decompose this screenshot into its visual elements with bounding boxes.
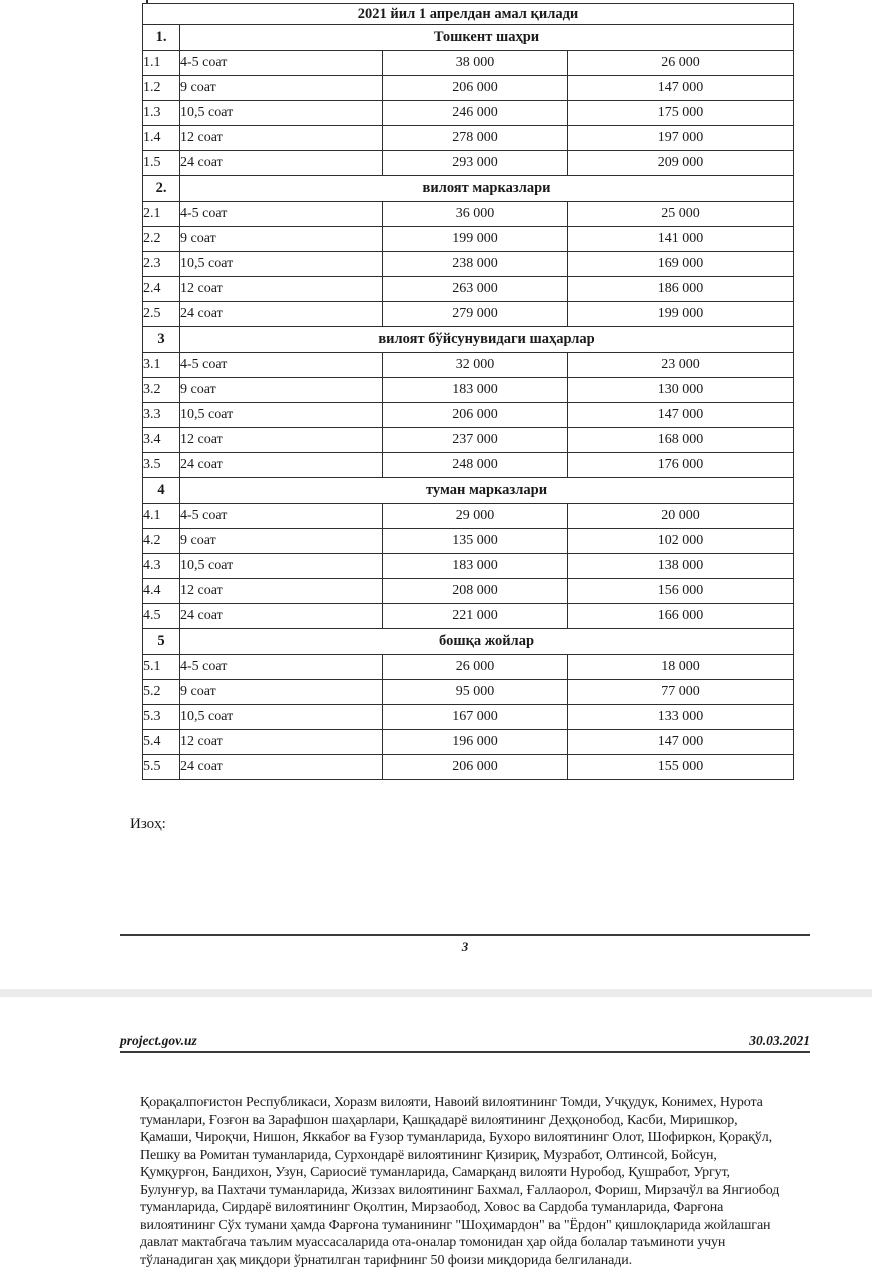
row-tariff-full: 278 000 <box>383 126 568 151</box>
row-tariff-full: 29 000 <box>383 504 568 529</box>
row-hours: 12 соат <box>180 126 383 151</box>
row-tariff-reduced: 176 000 <box>568 453 794 478</box>
row-hours: 24 соат <box>180 755 383 780</box>
row-tariff-reduced: 175 000 <box>568 101 794 126</box>
paragraph-line: Қорақалпоғистон Республикаси, Хоразм вилояти, Навоий вилоятининг Томди, Учқудук, Конимех, Нурота <box>140 1095 763 1110</box>
row-tariff-full: 167 000 <box>383 705 568 730</box>
row-tariff-full: 135 000 <box>383 529 568 554</box>
row-tariff-full: 221 000 <box>383 604 568 629</box>
row-number: 1.3 <box>143 101 180 126</box>
section-number: 2. <box>143 176 180 202</box>
row-tariff-reduced: 186 000 <box>568 277 794 302</box>
row-number: 1.4 <box>143 126 180 151</box>
row-tariff-full: 196 000 <box>383 730 568 755</box>
table-row <box>143 453 794 478</box>
row-tariff-reduced: 147 000 <box>568 76 794 101</box>
section-header-region-cities <box>143 327 794 353</box>
row-tariff-full: 279 000 <box>383 302 568 327</box>
section-header-region-centers <box>143 176 794 202</box>
paragraph-line: тўланадиган ҳақ миқдори ўрнатилган тарифнинг 50 фоизи миқдорида белгиланади. <box>140 1252 633 1268</box>
table-row <box>143 655 794 680</box>
row-tariff-full: 183 000 <box>383 378 568 403</box>
row-tariff-full: 263 000 <box>383 277 568 302</box>
row-number: 2.5 <box>143 302 180 327</box>
row-tariff-reduced: 168 000 <box>568 428 794 453</box>
row-tariff-reduced: 147 000 <box>568 730 794 755</box>
paragraph-line: Булунғур, ва Пахтачи туманларида, Жиззах вилоятининг Бахмал, Ғаллаорол, Фориш, Мирзачўл ва Янгиобод <box>140 1182 780 1198</box>
row-hours: 10,5 соат <box>180 403 383 428</box>
row-tariff-reduced: 156 000 <box>568 579 794 604</box>
paragraph-line: туманлари, Ғозғон ва Зарафшон шаҳарлари, Қашқадарё вилоятининг Деҳқонобод, Касби, Миришкор, <box>140 1112 738 1128</box>
table-row <box>143 151 794 176</box>
row-hours: 24 соат <box>180 302 383 327</box>
row-hours: 10,5 соат <box>180 554 383 579</box>
row-number: 1.1 <box>143 51 180 76</box>
row-number: 5.1 <box>143 655 180 680</box>
row-number: 2.2 <box>143 227 180 252</box>
page-number: 3 <box>461 939 469 954</box>
row-hours: 24 соат <box>180 151 383 176</box>
row-hours: 12 соат <box>180 579 383 604</box>
row-number: 5.2 <box>143 680 180 705</box>
table-row <box>143 428 794 453</box>
row-tariff-reduced: 102 000 <box>568 529 794 554</box>
row-tariff-reduced: 155 000 <box>568 755 794 780</box>
row-tariff-full: 248 000 <box>383 453 568 478</box>
row-hours: 10,5 соат <box>180 252 383 277</box>
row-number: 2.4 <box>143 277 180 302</box>
row-tariff-full: 38 000 <box>383 51 568 76</box>
table-row <box>143 403 794 428</box>
site-label: project.gov.uz <box>120 1033 197 1048</box>
row-tariff-full: 206 000 <box>383 755 568 780</box>
table-row <box>143 504 794 529</box>
row-hours: 4-5 соат <box>180 504 383 529</box>
row-tariff-full: 206 000 <box>383 76 568 101</box>
row-tariff-full: 246 000 <box>383 101 568 126</box>
row-number: 1.5 <box>143 151 180 176</box>
row-tariff-reduced: 26 000 <box>568 51 794 76</box>
row-hours: 4-5 соат <box>180 51 383 76</box>
table-row <box>143 755 794 780</box>
row-number: 3.2 <box>143 378 180 403</box>
row-hours: 4-5 соат <box>180 202 383 227</box>
page2-header-rule <box>120 1051 810 1053</box>
row-hours: 10,5 соат <box>180 705 383 730</box>
row-tariff-full: 36 000 <box>383 202 568 227</box>
row-hours: 9 соат <box>180 529 383 554</box>
row-hours: 9 соат <box>180 680 383 705</box>
row-tariff-reduced: 147 000 <box>568 403 794 428</box>
row-number: 5.4 <box>143 730 180 755</box>
row-number: 4.5 <box>143 604 180 629</box>
row-number: 4.3 <box>143 554 180 579</box>
row-hours: 24 соат <box>180 453 383 478</box>
row-hours: 9 соат <box>180 378 383 403</box>
section-number: 4 <box>143 478 180 504</box>
table-row <box>143 353 794 378</box>
row-tariff-reduced: 18 000 <box>568 655 794 680</box>
row-tariff-reduced: 169 000 <box>568 252 794 277</box>
page-separator <box>0 989 872 997</box>
table-row <box>143 126 794 151</box>
section-header-other-places <box>143 629 794 655</box>
row-hours: 4-5 соат <box>180 353 383 378</box>
table-row <box>143 202 794 227</box>
row-hours: 10,5 соат <box>180 101 383 126</box>
row-tariff-reduced: 138 000 <box>568 554 794 579</box>
note-label: Изоҳ: <box>130 816 166 832</box>
row-hours: 24 соат <box>180 604 383 629</box>
row-tariff-full: 238 000 <box>383 252 568 277</box>
table-row <box>143 51 794 76</box>
section-title: вилоят бўйсунувидаги шаҳарлар <box>180 327 794 353</box>
table-row <box>143 680 794 705</box>
table-row <box>143 705 794 730</box>
section-header-tashkent <box>143 25 794 51</box>
table-row <box>143 378 794 403</box>
row-tariff-reduced: 197 000 <box>568 126 794 151</box>
tariff-table <box>142 3 794 780</box>
row-tariff-reduced: 199 000 <box>568 302 794 327</box>
row-tariff-reduced: 209 000 <box>568 151 794 176</box>
row-tariff-full: 32 000 <box>383 353 568 378</box>
paragraph-line: Қамаши, Чироқчи, Нишон, Яккабоғ ва Ғузор туманларида, Бухоро вилоятининг Олот, Шофиркон, Қорақўл, <box>140 1130 772 1145</box>
paragraph-line: давлат мактабгача таълим муассасаларида ота-оналар томонидан ҳар ойда болалар таъминоти учун <box>140 1235 726 1250</box>
row-tariff-full: 199 000 <box>383 227 568 252</box>
paragraph-line: вилоятининг Сўх тумани ҳамда Фарғона туманининг "Шоҳимардон" ва "Ёрдон" қишлоқларида жойлашган <box>140 1217 771 1233</box>
section-title: Тошкент шаҳри <box>180 25 794 51</box>
table-row <box>143 227 794 252</box>
row-hours: 12 соат <box>180 730 383 755</box>
row-tariff-reduced: 23 000 <box>568 353 794 378</box>
row-tariff-full: 95 000 <box>383 680 568 705</box>
table-row <box>143 529 794 554</box>
page1-footer-rule <box>120 934 810 936</box>
row-number: 1.2 <box>143 76 180 101</box>
row-hours: 4-5 соат <box>180 655 383 680</box>
section-title: туман марказлари <box>180 478 794 504</box>
table-row <box>143 604 794 629</box>
table-row <box>143 302 794 327</box>
row-number: 4.2 <box>143 529 180 554</box>
row-number: 2.1 <box>143 202 180 227</box>
row-number: 3.5 <box>143 453 180 478</box>
section-number: 5 <box>143 629 180 655</box>
table-row <box>143 101 794 126</box>
row-number: 4.4 <box>143 579 180 604</box>
row-number: 5.3 <box>143 705 180 730</box>
paragraph-line: Пешку ва Ромитан туманларида, Сурхондарё вилоятининг Қизириқ, Музработ, Олтинсой, Бойсун, <box>140 1147 717 1163</box>
row-tariff-reduced: 20 000 <box>568 504 794 529</box>
date-label: 30.03.2021 <box>749 1033 810 1048</box>
row-tariff-reduced: 166 000 <box>568 604 794 629</box>
table-row <box>143 76 794 101</box>
table-row <box>143 730 794 755</box>
row-hours: 9 соат <box>180 227 383 252</box>
section-number: 1. <box>143 25 180 51</box>
row-hours: 12 соат <box>180 428 383 453</box>
row-number: 3.3 <box>143 403 180 428</box>
row-hours: 12 соат <box>180 277 383 302</box>
paragraph-line: Қумқурғон, Бандихон, Узун, Сариосиё туманларида, Самарқанд вилояти Нуробод, Қушработ, Ургут, <box>140 1165 730 1180</box>
table-effective-date-row <box>143 4 794 25</box>
row-tariff-reduced: 141 000 <box>568 227 794 252</box>
row-number: 3.1 <box>143 353 180 378</box>
row-tariff-reduced: 25 000 <box>568 202 794 227</box>
row-number: 3.4 <box>143 428 180 453</box>
row-tariff-reduced: 133 000 <box>568 705 794 730</box>
section-title: бошқа жойлар <box>180 629 794 655</box>
section-number: 3 <box>143 327 180 353</box>
section-header-district-centers <box>143 478 794 504</box>
table-row <box>143 277 794 302</box>
body-paragraph <box>140 1094 820 1269</box>
section-title: вилоят марказлари <box>180 176 794 202</box>
row-number: 2.3 <box>143 252 180 277</box>
row-tariff-full: 206 000 <box>383 403 568 428</box>
paragraph-line: туманларида, Сирдарё вилоятининг Оқолтин, Мирзаобод, Ховос ва Сардоба туманларида, Фарғона <box>140 1200 724 1215</box>
effective-date-header: 2021 йил 1 апрелдан амал қилади <box>143 4 794 25</box>
table-row <box>143 554 794 579</box>
row-tariff-reduced: 77 000 <box>568 680 794 705</box>
row-number: 4.1 <box>143 504 180 529</box>
row-tariff-full: 183 000 <box>383 554 568 579</box>
table-row <box>143 579 794 604</box>
table-row <box>143 252 794 277</box>
row-number: 5.5 <box>143 755 180 780</box>
row-tariff-full: 208 000 <box>383 579 568 604</box>
row-tariff-reduced: 130 000 <box>568 378 794 403</box>
page2-header <box>120 1033 810 1049</box>
row-tariff-full: 293 000 <box>383 151 568 176</box>
row-tariff-full: 237 000 <box>383 428 568 453</box>
row-hours: 9 соат <box>180 76 383 101</box>
row-tariff-full: 26 000 <box>383 655 568 680</box>
